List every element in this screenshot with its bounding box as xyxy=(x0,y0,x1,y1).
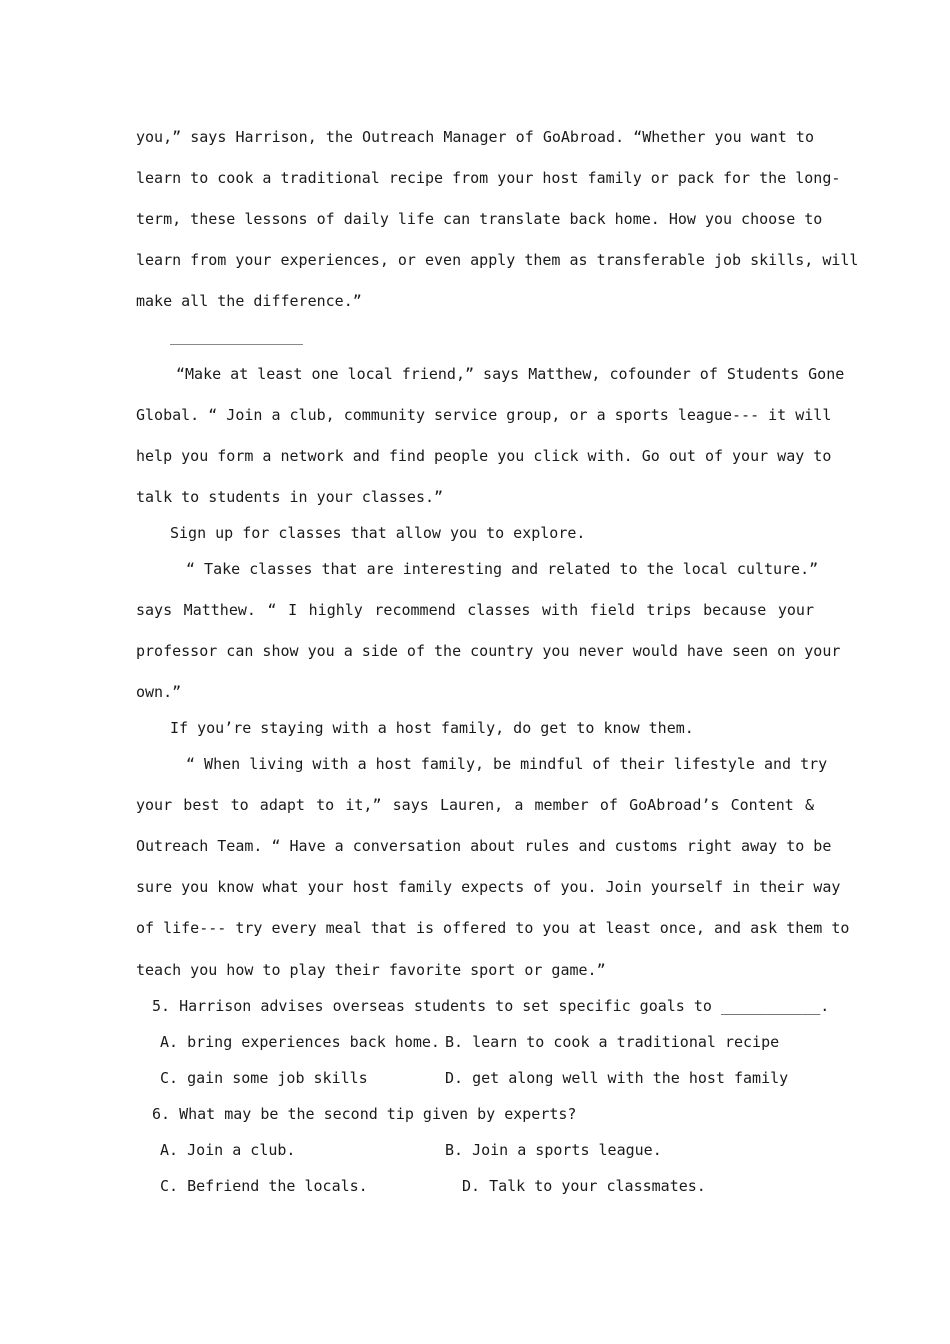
option-d: D. get along well with the host family xyxy=(445,1069,789,1087)
text-line: make all the difference.” xyxy=(136,292,362,310)
text-line: “ When living with a host family, be mindful of their lifestyle and try xyxy=(186,755,828,773)
question-stem: 6. What may be the second tip given by experts? xyxy=(152,1105,577,1123)
text-line: says Matthew. “ I highly recommend classes with field trips because your xyxy=(136,601,814,619)
blank-answer-line xyxy=(170,344,303,345)
text-line: learn to cook a traditional recipe from your host family or pack for the long- xyxy=(136,169,841,187)
text-line: learn from your experiences, or even apply them as transferable job skills, will xyxy=(136,251,859,269)
option-c: C. Befriend the locals. xyxy=(160,1177,368,1195)
tip-heading-classes: Sign up for classes that allow you to explore. xyxy=(170,524,586,542)
text-line: sure you know what your host family expects of you. Join yourself in their way xyxy=(136,878,841,896)
option-b: B. learn to cook a traditional recipe xyxy=(445,1033,780,1051)
text-line: your best to adapt to it,” says Lauren, a member of GoAbroad’s Content & xyxy=(136,796,814,814)
option-b: B. Join a sports league. xyxy=(445,1141,662,1159)
option-a: A. bring experiences back home. xyxy=(160,1033,440,1051)
text-line: teach you how to play their favorite sport or game.” xyxy=(136,961,606,979)
text-line: of life--- try every meal that is offered to you at least once, and ask them to xyxy=(136,919,850,937)
text-line: professor can show you a side of the country you never would have seen on your xyxy=(136,642,841,660)
text-line: own.” xyxy=(136,683,182,701)
text-line: Outreach Team. “ Have a conversation about rules and customs right away to be xyxy=(136,837,832,855)
text-line: “Make at least one local friend,” says Matthew, cofounder of Students Gone xyxy=(176,365,845,383)
option-d: D. Talk to your classmates. xyxy=(462,1177,706,1195)
option-a: A. Join a club. xyxy=(160,1141,296,1159)
text-line: Global. “ Join a club, community service group, or a sports league--- it will xyxy=(136,406,832,424)
option-c: C. gain some job skills xyxy=(160,1069,368,1087)
text-line: “ Take classes that are interesting and related to the local culture.” xyxy=(186,560,819,578)
text-line: help you form a network and find people you click with. Go out of your way to xyxy=(136,447,832,465)
text-line: you,” says Harrison, the Outreach Manager of GoAbroad. “Whether you want to xyxy=(136,128,814,146)
question-stem: 5. Harrison advises overseas students to set specific goals to ___________. xyxy=(152,997,830,1015)
text-line: talk to students in your classes.” xyxy=(136,488,444,506)
tip-heading-host-family: If you’re staying with a host family, do get to know them. xyxy=(170,719,694,737)
text-line: term, these lessons of daily life can translate back home. How you choose to xyxy=(136,210,823,228)
